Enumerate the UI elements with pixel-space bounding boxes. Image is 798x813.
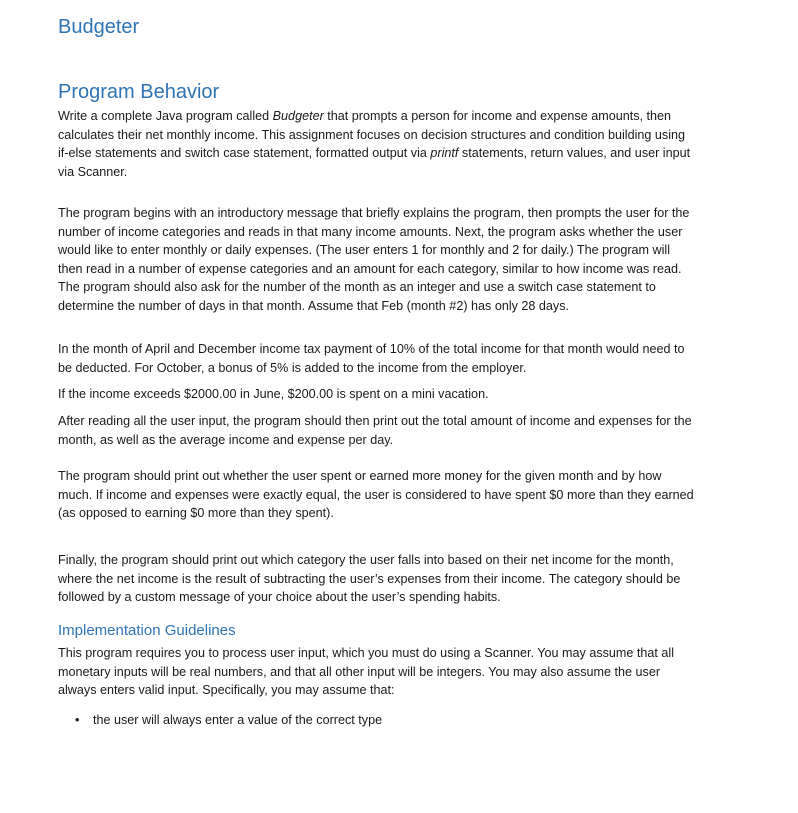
paragraph-tax-bonus: In the month of April and December income tax payment of 10% of the total income for that month would need to be deducted. For October, a bonus of 5% is added to the income from the employer. <box>58 342 685 375</box>
intro-text-c: that prompts a person for income and expense amounts, then calculates their net monthly income. This assignment focuses on decision structures and condition building using if-else statements and switch case statement, formatted output via <box>58 109 686 160</box>
printf-emphasis: printf <box>430 146 459 160</box>
bullet-icon: • <box>75 713 80 727</box>
paragraph-net-income: Finally, the program should print out which category the user falls into based on their net income for the month, where the net income is the result of subtracting the user’s expenses from their income. The category should be followed by a custom message of your choice about the user’s spending habits. <box>58 553 681 604</box>
paragraph-guidelines: This program requires you to process user input, which you must do using a Scanner. You may assume that all monetary inputs will be real numbers, and that all other input will be integers. You may also assume the user always enters valid input. Specifically, you may assume that: <box>58 646 675 697</box>
list-item <box>58 711 698 730</box>
intro-text-e: statements, return values, and user input via Scanner. <box>58 146 691 179</box>
list-item-text: the user will always enter a value of the correct type <box>93 713 383 727</box>
intro-text-a: Write a complete Java program called <box>58 109 273 123</box>
paragraph-vacation: If the income exceeds $2000.00 in June, $200.00 is spent on a mini vacation. <box>58 387 489 401</box>
program-name-emphasis: Budgeter <box>272 109 324 123</box>
document-title: Budgeter <box>58 16 140 38</box>
paragraph-intro <box>58 107 698 181</box>
assumptions-list <box>58 711 698 730</box>
section-heading-program-behavior: Program Behavior <box>58 81 220 103</box>
paragraph-spent-earned: The program should print out whether the user spent or earned more money for the given month and by how much. If income and expenses were exactly equal, the user is considered to have spent $0 more than they earned (as opposed to earning $0 more than they spent). <box>58 469 694 520</box>
paragraph-program-flow: The program begins with an introductory message that briefly explains the program, then prompts the user for the number of income categories and reads in that many income amounts. Next, the program asks whether the user would like to enter monthly or daily expenses. (The user enters 1 for monthly and 2 for daily.) The program will then read in a number of expense categories and an amount for each category, similar to how income was read. The program should also ask for the number of the month as an integer and use a switch case statement to determine the number of days in that month. Assume that Feb (month #2) has only 28 days. <box>58 206 690 313</box>
paragraph-totals: After reading all the user input, the program should then print out the total amount of income and expenses for the month, as well as the average income and expense per day. <box>58 414 692 447</box>
section-heading-implementation-guidelines: Implementation Guidelines <box>58 622 236 639</box>
